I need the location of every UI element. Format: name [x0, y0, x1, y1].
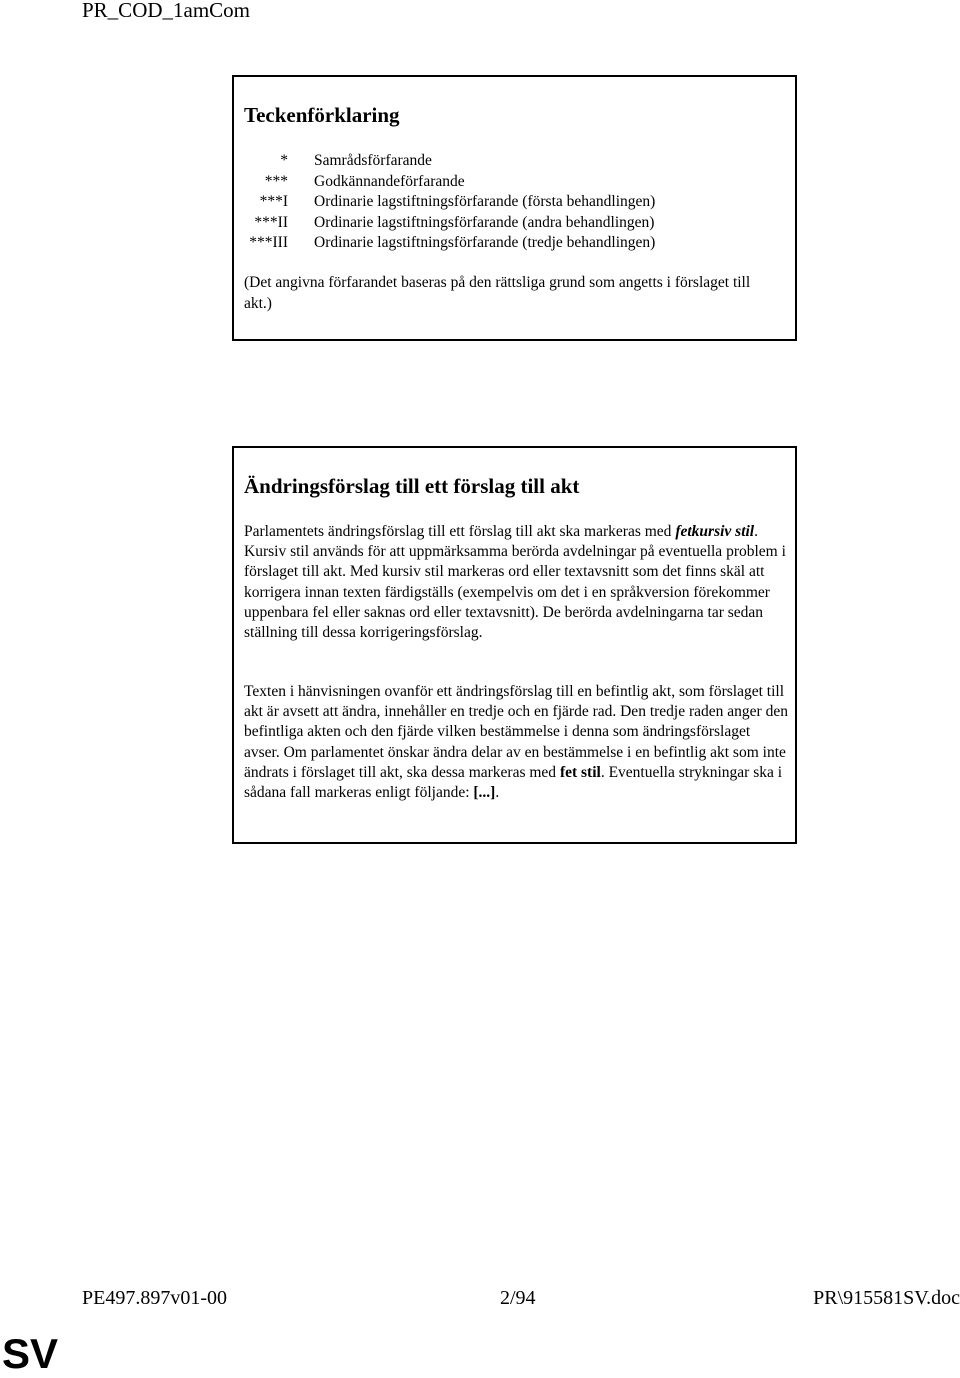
footer-filename: PR\915581SV.doc [813, 1287, 960, 1309]
legend-description: Samrådsförfarande [314, 152, 432, 169]
legend-description: Godkännandeförfarande [314, 172, 465, 190]
amendments-title: Ändringsförslag till ett förslag till akt [244, 474, 580, 498]
legend-symbol: * [280, 152, 288, 169]
legend-row [244, 233, 784, 254]
footer-reference: PE497.897v01-00 [82, 1287, 227, 1309]
legend-note: (Det angivna förfarandet baseras på den rättsliga grund som angetts i förslaget till akt.) [244, 274, 751, 312]
amendments-p2-text-b: . Eventuella strykningar ska i sådana fall markeras enligt följande: [244, 763, 783, 802]
amendments-p1-text-a: Parlamentets ändringsförslag till ett förslag till akt ska markeras med [244, 523, 676, 540]
legend-symbol: ***II [254, 213, 288, 231]
legend-symbol: *** [264, 172, 288, 190]
legend-description: Ordinarie lagstiftningsförfarande (tredje behandlingen) [314, 234, 656, 251]
amendments-box [232, 446, 797, 844]
amendments-p2-bold: fet stil [559, 763, 601, 781]
legend-symbol: ***I [259, 193, 288, 210]
legend-row [244, 192, 784, 213]
legend-row [244, 213, 784, 234]
amendments-p1-bold-italic: fetkursiv stil [675, 523, 755, 540]
legend-title: Teckenförklaring [244, 103, 400, 127]
legend-description: Ordinarie lagstiftningsförfarande (första behandlingen) [314, 193, 656, 210]
amendments-p2-text-c: . [495, 784, 500, 802]
legend-box [232, 75, 797, 341]
document-code-header: PR_COD_1amCom [82, 0, 251, 22]
amendments-p2-bold-end: [...] [473, 784, 496, 802]
legend-row [244, 151, 784, 172]
amendments-p1-text-b: . Kursiv stil används för att uppmärksamma berörda avdelningar på eventuella problem i förslaget till akt. Med kursiv stil markeras ord eller textavsnitt som det finns skäl att korrigera innan texten färdigställs (exempelvis om det i en språkversion förekommer uppenbara fel eller saknas ord eller textavsnitt). De berörda avdelningarna tar sedan ställning till dessa korrigeringsförslag. [244, 523, 786, 642]
amendments-paragraph-2 [244, 682, 789, 803]
amendments-paragraph-1 [244, 522, 789, 643]
legend-symbol: ***III [249, 234, 288, 251]
amendments-p2-text-a: Texten i hänvisningen ovanför ett ändringsförslag till en befintlig akt, som förslaget till akt är avsett att ändra, innehåller en tredje och en fjärde rad. Den tredje raden anger den befintliga akten och den fjärde vilken bestämmelse i denna som ändringsförslaget avser. Om parlamentet önskar ändra delar av en bestämmelse i en befintlig akt som inte ändrats i förslaget till akt, ska dessa markeras med [244, 683, 788, 781]
legend-row [244, 172, 784, 193]
footer-page-number: 2/94 [500, 1287, 536, 1309]
legend-list [244, 151, 784, 254]
legend-description: Ordinarie lagstiftningsförfarande (andra behandlingen) [314, 213, 655, 231]
language-code: SV [2, 1330, 59, 1377]
